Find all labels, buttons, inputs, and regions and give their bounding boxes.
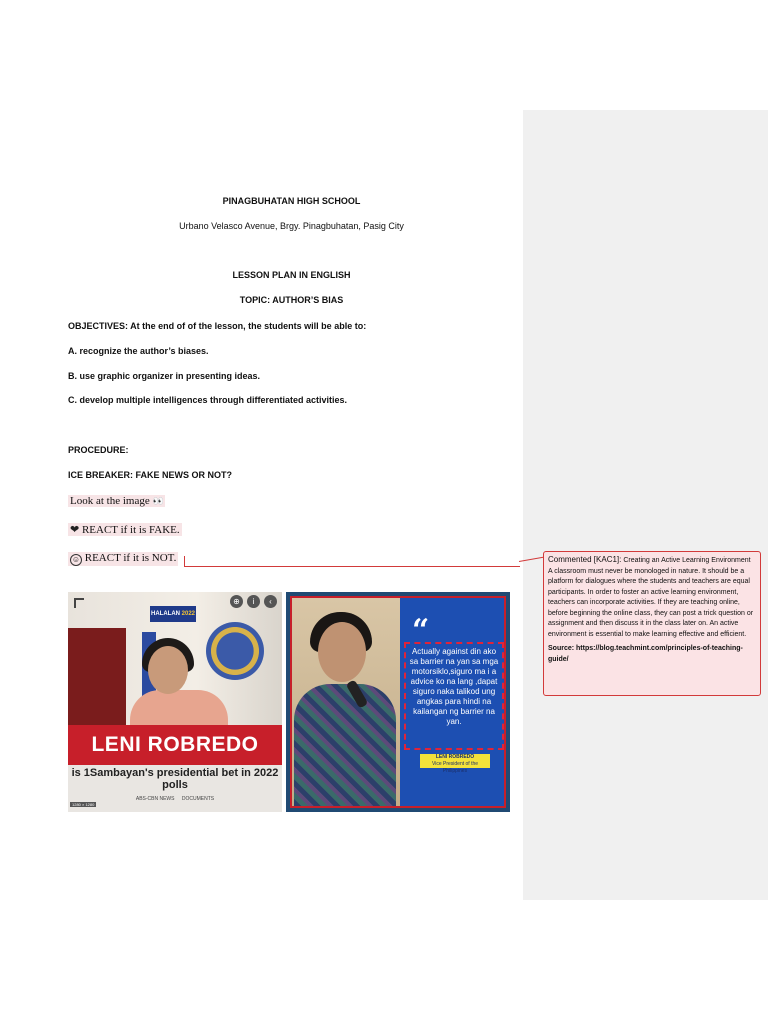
seal-icon bbox=[206, 622, 264, 680]
news-logos bbox=[68, 796, 282, 802]
smiley-icon: ☺ bbox=[71, 555, 81, 564]
speaker-body bbox=[294, 684, 396, 806]
comment-label: Commented [KAC1]: bbox=[548, 555, 622, 564]
react-fake-line bbox=[68, 523, 182, 536]
leni-robredo-news-image bbox=[68, 592, 282, 812]
abs-cbn-logo: ABS-CBN NEWS bbox=[135, 796, 175, 802]
quote-text: Actually against din ako sa barrier na yan sa mga motorsiklo,siguro ma i a advice ko na lang ,dapat siguro naka talikod ung angkas para hindi na kailangan ng barrier na yan. bbox=[404, 642, 504, 750]
objective-b: B. use graphic organizer in presenting ideas. bbox=[68, 371, 261, 381]
image-dimensions: 1280 × 1280 bbox=[72, 802, 95, 807]
react-not-line bbox=[68, 552, 178, 566]
lesson-plan-title: LESSON PLAN IN ENGLISH bbox=[232, 270, 351, 280]
comment-title: Creating an Active Learning Environment bbox=[623, 557, 751, 564]
procedure-heading: PROCEDURE: bbox=[68, 445, 129, 455]
news-caption: is 1Sambayan's presidential bet in 2022 polls bbox=[71, 767, 279, 791]
halalan-badge bbox=[150, 606, 196, 622]
school-address: Urbano Velasco Avenue, Brgy. Pinagbuhatan, Pasig City bbox=[179, 221, 404, 231]
person-body bbox=[130, 690, 228, 730]
person-face bbox=[148, 646, 188, 694]
speaker-name-tag bbox=[420, 754, 490, 774]
speaker-role: Vice President of the Philippines bbox=[431, 761, 479, 774]
look-at-image-line bbox=[68, 495, 165, 507]
heart-icon: ❤ bbox=[70, 524, 80, 536]
eyes-icon: 👀 bbox=[152, 496, 163, 506]
comment-anchor-line bbox=[185, 566, 520, 567]
quote-card bbox=[290, 596, 506, 808]
school-name: PINAGBUHATAN HIGH SCHOOL bbox=[222, 196, 361, 206]
leni-robredo-quote-image bbox=[286, 592, 510, 812]
comment-source: Source: https://blog.teachmint.com/principles-of-teaching-guide/ bbox=[548, 645, 743, 663]
speaker-name: LENI ROBREDO bbox=[435, 754, 475, 760]
lesson-topic: TOPIC: AUTHOR’S BIAS bbox=[239, 295, 344, 305]
react-fake-text: REACT if it is FAKE. bbox=[81, 524, 180, 536]
halalan-year: 2022 bbox=[181, 611, 196, 617]
expand-corner-icon[interactable] bbox=[74, 598, 84, 608]
documents-logo: DOCUMENTS bbox=[181, 796, 215, 802]
react-not-text: REACT if it is NOT. bbox=[84, 552, 177, 564]
speaker-face bbox=[318, 622, 366, 682]
ice-breaker: ICE BREAKER: FAKE NEWS OR NOT? bbox=[68, 470, 233, 480]
objective-c: C. develop multiple intelligences through differentiated activities. bbox=[68, 395, 348, 405]
curtain bbox=[68, 628, 126, 728]
objectives-intro: OBJECTIVES: At the end of of the lesson, the students will be able to: bbox=[68, 321, 367, 331]
name-banner: LENI ROBREDO bbox=[68, 725, 282, 765]
back-icon[interactable]: ‹ bbox=[264, 595, 277, 608]
objective-a: A. recognize the author’s biases. bbox=[68, 346, 209, 356]
look-text: Look at the image bbox=[70, 495, 150, 507]
info-icon[interactable]: i bbox=[247, 595, 260, 608]
comment-body: A classroom must never be monologed in nature. It should be a platform for dialogues where the students and teachers are equal participants. In order to foster an active learning environment, teachers can incorporate activities. If they are teaching online, before beginning the online class, they can post a trick question or assignment and then discuss it in the class later on. An active environment is essential to make learning effective and efficient. bbox=[548, 567, 754, 638]
zoom-icon[interactable]: ⊕ bbox=[230, 595, 243, 608]
halalan-label: HALALAN bbox=[150, 611, 180, 617]
comment-balloon[interactable] bbox=[543, 551, 761, 696]
speaker-photo bbox=[292, 598, 400, 806]
quote-mark-icon: “ bbox=[412, 613, 430, 648]
